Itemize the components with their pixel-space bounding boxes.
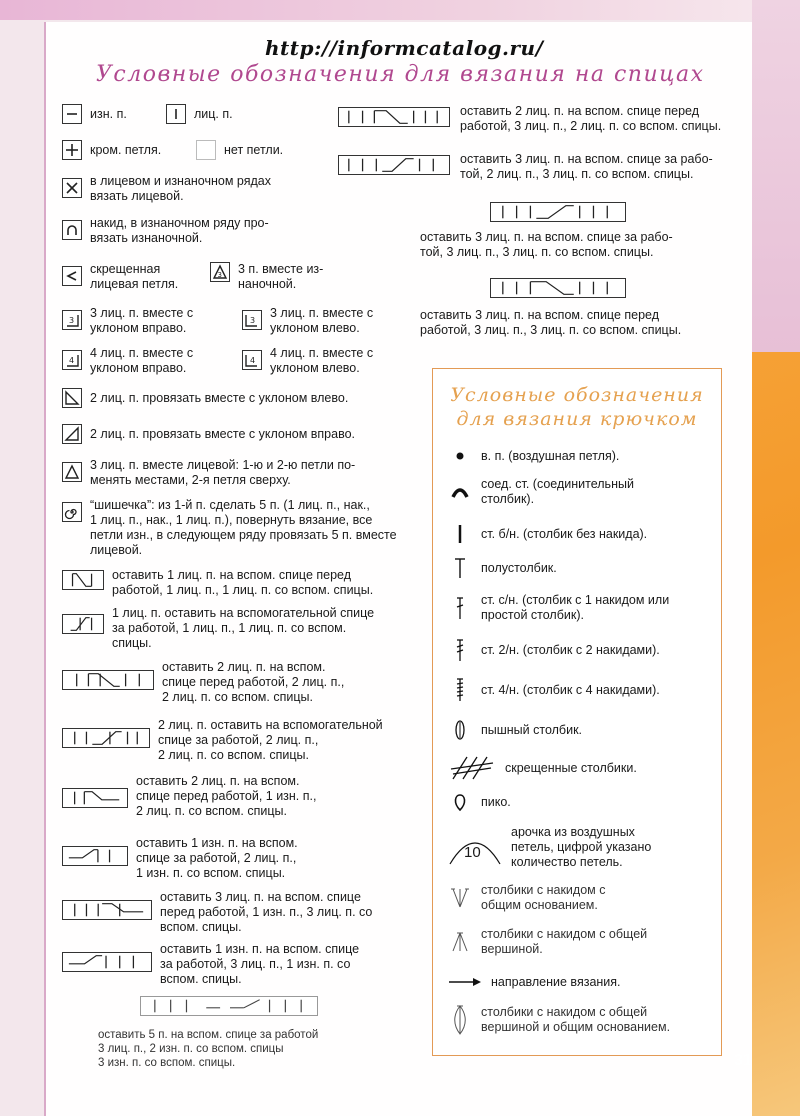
empty-square-icon [196,140,216,160]
legend-text: оставить 1 изн. п. на вспом. спице за работой, 3 лиц. п., 1 изн. п. со вспом. спицы. [160,942,360,986]
legend-two-knit-left [62,388,348,408]
legend-text: 2 лиц. п. оставить на вспомогательной спице за работой, 2 лиц. п., 2 лиц. п. со вспом. спицы. [158,718,383,762]
crochet-item-puff [447,717,582,743]
legend-text: направление вязания. [491,974,621,989]
treble-crochet-icon [447,637,473,663]
legend-text: кром. петля. [90,143,162,157]
four-knit-right-icon [62,350,82,370]
twisted-knit-angle-icon [62,266,82,286]
cable-3-2-back [460,152,713,182]
three-knit-triangle-icon [62,462,82,482]
knit-bar-icon [166,104,186,124]
crochet-item-picot [447,789,511,815]
crochet-item-slip [447,477,634,507]
three-knit-left-icon [242,310,262,330]
cable-chart-icon [62,570,104,590]
cable-2-3-front-chart [338,107,450,127]
legend-text: накид, в изнаночном ряду про- вязать изнаночной. [90,216,269,245]
double-crochet-cross-icon [447,595,473,621]
arch-count-label: 10 [464,843,481,861]
page-number: 31 [734,1052,752,1069]
legend-two-knit-right [62,424,355,444]
cable-3-3-front-chart [490,278,626,298]
legend-text: скрещенные столбики. [505,760,637,775]
cable-2-1-front [62,774,316,819]
cable-5-back-chart [140,996,318,1016]
cable-3-3-back [420,230,673,260]
cable-2-back [62,718,383,763]
legend-text: оставить 1 лиц. п. на вспом. спице перед работой, 1 лиц. п., 1 лиц. п. со вспом. спицы. [112,568,374,597]
cable-chart-icon [140,996,318,1016]
legend-yarn-over [62,216,269,246]
legend-garter [62,174,271,204]
bobble-spiral-icon [62,502,82,522]
crochet-item-dc [447,593,669,623]
cable-3-3-front [420,308,681,338]
svg-text:3: 3 [69,316,75,325]
legend-knit [166,104,233,124]
cable-chart-icon [62,728,150,748]
crochet-item-sc [447,521,647,547]
crossed-stitches-icon [447,755,497,781]
cable-5-back [98,1028,318,1070]
legend-text: в. п. (воздушная петля). [481,448,620,463]
page-title: Условные обозначения для вязания на спицах [96,62,705,87]
legend-text: арочка из воздушных петель, цифрой указано количество петель. [511,825,652,869]
legend-three-knit-right [62,306,193,336]
legend-four-knit-right [62,346,193,376]
legend-text: столбики с накидом с общей вершиной и общим основанием. [481,1005,671,1034]
legend-text: ст. с/н. (столбик с 1 накидом или простой столбик). [481,593,670,622]
legend-text: 3 лиц. п. вместе лицевой: 1-ю и 2-ю петли по- менять местами, 2-я петля сверху. [90,458,356,487]
legend-twisted-knit [62,262,178,292]
cable-3-3-back-chart [490,202,626,222]
legend-text: в лицевом и изнаночном рядах вязать лицевой. [90,174,271,203]
crochet-title-line: Условные обозначения [450,384,704,406]
legend-text: оставить 3 лиц. п. на вспом. спице за рабо- той, 2 лиц. п., 3 лиц. п. со вспом. спицы. [460,152,713,181]
legend-text: 3 лиц. п. вместе с уклоном влево. [270,306,374,335]
chain-dot-icon [447,443,473,469]
legend-text: оставить 2 лиц. п. на вспом. спице перед работой, 1 изн. п., 2 лиц. п. со вспом. спицы. [136,774,317,818]
right-pink-band [752,0,800,360]
top-pink-band [0,0,800,20]
three-knit-right-icon [62,310,82,330]
legend-text: “шишечка”: из 1-й п. сделать 5 п. (1 лиц. п., нак., 1 лиц. п., нак., 1 лиц. п.), повернуть вязание, все петли изн., в следующем ряду провязать 5 п. вместе лицевой. [90,498,397,557]
cable-chart-icon [62,900,152,920]
legend-purl [62,104,127,124]
cable-chart-icon [62,614,104,634]
crochet-item-chain [447,443,619,469]
crochet-item-direction [447,969,621,995]
legend-text: оставить 3 лиц. п. на вспом. спице перед работой, 1 изн. п., 3 лиц. п. со вспом. спицы. [160,890,373,934]
cable-1-back [62,606,374,651]
legend-text: ст. б/н. (столбик без накида). [481,526,648,541]
crochet-item-tr [447,637,660,663]
svg-text:4: 4 [250,356,256,365]
legend-text: нет петли. [224,143,284,157]
legend-text: оставить 3 лиц. п. на вспом. спице за рабо- той, 3 лиц. п., 3 лиц. п. со вспом. спицы. [420,230,673,259]
cable-2-front [62,660,344,705]
legend-text: лиц. п. [194,107,233,121]
legend-text: оставить 2 лиц. п. на вспом. спице перед работой, 2 лиц. п., 2 лиц. п. со вспом. спицы. [162,660,345,704]
legend-four-knit-left [242,346,373,376]
legend-text: 2 лиц. п. провязать вместе с уклоном вправо. [90,427,356,441]
three-together-triangle-icon [210,262,230,282]
legend-text: 3 лиц. п. вместе с уклоном вправо. [90,306,194,335]
legend-no-stitch [196,140,283,160]
legend-text: изн. п. [90,107,127,121]
cross-x-icon [62,178,82,198]
crochet-item-hdc [447,555,557,581]
single-crochet-bar-icon [447,521,473,547]
edge-stitch-plus-icon [62,140,82,160]
common-base-icon [447,885,473,911]
purl-dash-icon [62,104,82,124]
common-top-icon [447,929,473,955]
legend-text: 1 лиц. п. оставить на вспомогательной спице за работой, 1 лиц. п., 1 лиц. п. со вспом. спицы. [112,606,375,650]
legend-edge-stitch [62,140,161,160]
legend-text: столбики с накидом с общим основанием. [481,883,606,912]
crochet-item-quad [447,677,660,703]
legend-text: 3 п. вместе из- наночной. [238,262,324,291]
cable-chart-icon [338,107,450,127]
four-knit-left-icon [242,350,262,370]
legend-three-purl-together [210,262,323,292]
legend-text: пышный столбик. [481,722,583,737]
crochet-legend-panel [432,368,722,1056]
legend-text: ст. 2/н. (столбик с 2 накидами). [481,642,660,657]
crochet-item-common-base [447,883,605,913]
cable-3-2-back-chart [338,155,450,175]
cable-chart-icon [62,952,152,972]
legend-text: оставить 3 лиц. п. на вспом. спице перед работой, 3 лиц. п., 3 лиц. п. со вспом. спицы. [420,308,682,337]
cable-3-1-front [62,890,372,935]
legend-three-knit-left [242,306,373,336]
cable-1-front [62,568,373,598]
legend-text: столбики с накидом с общей вершиной. [481,927,648,956]
crochet-item-common-top [447,927,647,957]
legend-text: скрещенная лицевая петля. [90,262,179,291]
legend-text: 2 лиц. п. провязать вместе с уклоном влево. [90,391,349,405]
legend-text: оставить 5 п. на вспом. спице за работой 3 лиц. п., 2 изн. п. со вспом. спицы 3 изн. п. со вспом. спицы. [98,1029,319,1069]
legend-three-knit-together [62,458,355,488]
half-double-t-icon [447,555,473,581]
slip-stitch-arc-icon [447,479,473,505]
cable-chart-icon [490,202,626,222]
cable-chart-icon [490,278,626,298]
direction-arrow-icon [447,969,483,995]
picot-icon [447,789,473,815]
crochet-item-common-top-base [447,1003,670,1037]
svg-text:3: 3 [217,271,222,279]
cable-chart-icon [338,155,450,175]
quad-treble-icon [447,677,473,703]
svg-text:3: 3 [250,316,256,325]
cable-chart-icon [62,846,128,866]
cable-1-3-back [62,942,359,987]
svg-text:4: 4 [69,356,75,365]
puff-stitch-icon [447,717,473,743]
legend-text: 4 лиц. п. вместе с уклоном влево. [270,346,374,375]
chain-arch-icon [447,830,503,866]
cable-1-2-back [62,836,298,881]
crochet-item-crossed [447,755,637,781]
legend-text: оставить 1 изн. п. на вспом. спице за работой, 2 лиц. п., 1 изн. п. со вспом. спицы. [136,836,298,880]
legend-text: оставить 2 лиц. п. на вспом. спице перед работой, 3 лиц. п., 2 лиц. п. со вспом. спицы. [460,104,722,133]
legend-text: соед. ст. (соединительный столбик). [481,477,634,506]
crochet-title-line: для вязания крючком [456,408,698,430]
cable-2-3-front [460,104,721,134]
two-knit-left-icon [62,388,82,408]
legend-bobble [62,498,397,558]
legend-text: 4 лиц. п. вместе с уклоном вправо. [90,346,194,375]
yarn-over-arch-icon [62,220,82,240]
legend-text: пико. [481,794,511,809]
source-url[interactable]: http://informcatalog.ru/ [265,36,544,60]
legend-text: ст. 4/н. (столбик с 4 накидами). [481,682,660,697]
crochet-item-arch [447,825,651,870]
two-knit-right-icon [62,424,82,444]
crochet-title [433,383,721,431]
cable-chart-icon [62,788,128,808]
legend-text: полустолбик. [481,560,557,575]
cable-chart-icon [62,670,154,690]
common-top-base-icon [447,1003,473,1037]
